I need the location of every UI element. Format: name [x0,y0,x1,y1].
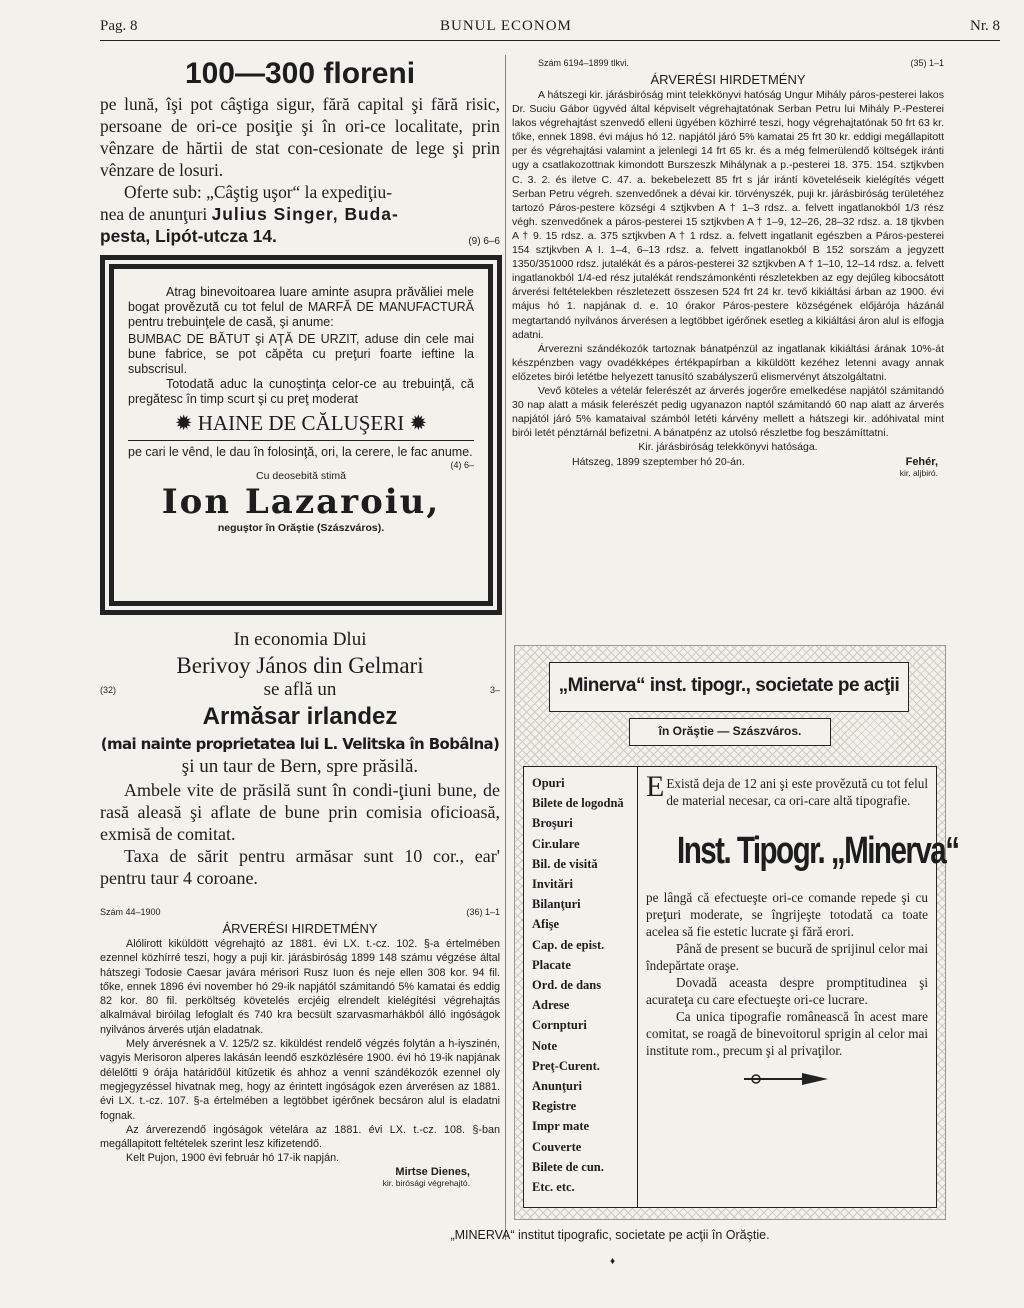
notice-left-title: ÁRVERÉSI HIRDETMÉNY [222,921,378,936]
lazaroiu-name: Ion Lazaroiu, [161,482,441,522]
notice-left-date: Kelt Pujon, 1900 évi február hó 17-ik napján. [126,1152,340,1165]
hand-pointer-ornament [646,1069,928,1094]
notice-right-signer: Kir. járásbiróság telekkönyvi hatósága. [638,441,818,454]
product-list [532,773,630,1197]
berivoy-body: Ambele vite de prăsilă sunt în condi-ţiuni bune, de rasă aleasă şi aflate de bune prin comisia oficioasă, exmisă de comitat. [100,780,500,844]
offer-text-1: Oferte sub: „Câştig uşor“ la expediţiu- [124,182,393,202]
notice-right-ref: (35) 1–1 [910,58,944,68]
minerva-head: „Minerva“ inst. tipogr., societate pe acţii [558,675,900,696]
drop-cap: E [646,770,665,803]
berivoy-tax: Taxa de sărit pentru armăsar sunt 10 cor., ear' pentru taur 4 coroane. [100,846,500,888]
product-list-item: Note [532,1038,557,1053]
berivoy-title: Armăsar irlandez [202,703,398,730]
ad-berivoy [100,628,500,889]
minerva-body-box [523,766,959,1208]
notice-right-name-role: kir. aljbiró. [899,467,938,478]
minerva-p1 [646,770,928,809]
product-list-item: Couverte [532,1139,582,1154]
notice-left-signer-role: kir. birósági végrehajtó. [382,1177,470,1188]
ad-body: pe lună, îşi pot câştiga sigur, fără capital şi fără risic, persoane de ori-ce posiţie şi în ori-ce localitate, prin vênzare de hărtii de stat con-cesionate de lege şi prin vênzare de losuri. [100,94,500,180]
product-list-item: Ord. de dans [532,978,602,993]
notice-right-p3: Vevő köteles a vételár felerészét az árverés jogerőre emelkedése napjától számitandó 30 nap alatt a másik felerészét pedig ugyanazon naptól számitandó 60 nap alatt az árverés napjától járó 5% kamataival számból letéti kárvény mellett a hátszegi kir. adóhivatal mint birói letét pénztárnál befizetni. A bánatpénz az utolsó részletbe fog beszámíttatni. [512,384,944,440]
hand-ornament-icon [742,1069,832,1089]
lazaroiu-intro: Atrag binevoitoarea luare aminte asupra prăvăliei mele bogat provězută cu tot felul de MARFĂ DE MANUFACTURĂ pentru trebuinţele de casă, şi anume: [128,285,474,329]
lazaroiu-greeting: Cu deosebită stimă [256,470,346,482]
berivoy-sub: (mai nainte proprietatea lui L. Velitska în Bobâlna) [100,735,500,753]
ad-offer [100,181,500,247]
lazaroiu-role: neguştor în Orăştie (Szászváros). [217,522,385,534]
rosette-icon: ✹ [174,411,193,435]
notice-left-p1: Alólirott kiküldött végrehajtó az 1881. évi LX. t.-cz. 102. §-a értelmében ezennel közhírré teszi, hogy a puji kir. járásbiróság 1899 148 számu végzése által hátszegi Todosie Caesar javára mérisori Rusz Iuon és neje ellen 308 kor. 94 fil. tőke, ennek 1896 évi november hó 29-ik napjától számitandó 5% kamatai és eddig 82 kor. 80 fil. perköltség követelés ercjéig elrendelt kielégítési végrehajtás alkalmával biróilag lefoglalt és 740 kra becsült szarvasmarhákból álló ingóságok nyilvános árverés utján eladatnak. [100,938,500,1036]
notice-left-p3: Az árverezendő ingóságok vételára az 1881. évi LX. t.-cz. 108. §-ban megállapitott feltételek szerint lesz kifizetendő. [100,1123,500,1151]
lazaroiu-tail: pe cari le vênd, le dau în folosinţă, ori, la cerere, le fac anume. [128,445,473,459]
product-list-item: Cir.ulare [532,836,580,851]
ad-floreni [100,55,500,253]
berivoy-line3-row [100,679,500,701]
ad-minerva [514,645,959,1220]
berivoy-line4: şi un taur de Bern, spre prăsilă. [181,756,419,777]
list-divider [637,767,638,1207]
product-list-item: Bil. de visită [532,856,598,871]
product-list-item: Adrese [532,998,570,1013]
minerva-sub-box [629,718,831,746]
minerva-logo-text: Inst. Tipogr. „Minerva“ [677,830,959,872]
lazaroiu-also: Totodată aduc la cunoştinţa celor-ce au trebuinţă, că pregătesc în timp scurt şi cu preţ moderat [128,377,474,406]
minerva-p3: Până de present se bucură de sprijinul celor mai îndepărtate oraşe. [646,941,928,973]
newspaper-title: BUNUL ECONOM [440,18,572,34]
notice-left-head [100,907,500,921]
minerva-header-box [549,662,909,712]
notice-left-p2: Mely árverésnek a V. 125/2 sz. kiküldést rendelő végzés folytán a h-iyszinén, vagyis Merisoron alperes lakásán leendő eszközlésére 1900. évi hó 19-ik napjának délelőtti 9 órája határidőül kitűzetik és ahhoz a venni szándékozók ezennel oly megjegyzéssel hivatnak meg, hogy az érintett ingóságok ezen árverésen az 1881. évi LX. t.-cz. 107. §-a értelmében a legtöbbet igérőnek becsáron alul is eladatni fognak. [100,1038,500,1122]
minerva-text [646,770,959,1094]
product-list-item: Etc. etc. [532,1180,575,1195]
berivoy-line3: se află un [263,679,337,700]
product-list-item: Opuri [532,776,565,790]
minerva-logo [646,819,959,883]
banner-text: HAINE DE CĂLUŞERI [197,411,405,435]
notice-right-name: Fehér, [905,455,938,468]
notice-right-number: Szám 6194–1899 tlkvi. [538,58,630,68]
minerva-p5: Ca unica tipografie românească în acest mare comitat, se roagă de binevoitorul sprigin al celor mai institute rom., precum şi al privaţilor. [646,1009,928,1058]
product-list-item: Anunţuri [532,1079,583,1094]
lazaroiu-ref: (4) 6– [450,460,474,470]
column-divider [505,55,506,1240]
product-list-item: Bilanţuri [532,897,581,912]
minerva-p1-text: Există deja de 12 ani şi este provězută cu tot felul de material necesar, ca ori-care altă tipografie. [666,776,928,808]
notice-right-head [512,58,944,72]
page-header [100,16,1000,41]
lazaroiu-banner [128,411,474,436]
notice-left [100,907,500,1188]
product-list-item: Preţ-Curent. [532,1058,600,1073]
lazaroiu-goods: BUMBAC DE BĂTUT şi AŢĂ DE URZIT, aduse din cele mai bune fabrice, se pot căpěta cu preţuri foarte ieftine la subscrisul. [128,332,474,376]
notice-right-date: Hátszeg, 1899 szeptember hó 20-án. [572,456,745,469]
offer-ref: (9) 6–6 [468,236,500,247]
product-list-item: Registre [532,1099,577,1114]
product-list-item: Bilete de cun. [532,1159,604,1174]
offer-text-2: nea de anunţuri [100,204,208,224]
notice-right-title: ÁRVERÉSI HIRDETMÉNY [650,72,806,87]
product-list-item: Invitări [532,877,573,892]
berivoy-ref-right: 3– [489,685,500,695]
berivoy-line1: In economia Dlui [233,629,367,650]
offer-name-2: pesta, Lipót-utcza 14. [100,226,277,246]
minerva-p2: pe lângă că efectueşte ori-ce comande repede şi cu preţuri moderate, se îngrijeşte totodată ca toate acelea să fie estetic lucrate şi fără erori. [646,890,928,939]
berivoy-ref-left: (32) [100,685,117,695]
product-list-item: Bilete de logodnă [532,796,624,811]
page-footer [300,1228,920,1242]
berivoy-line2: Berivoy János din Gelmari [176,653,424,678]
minerva-product-list [532,773,630,1197]
minerva-sub: în Orăştie — Szászváros. [658,724,802,738]
product-list-item: Impr mate [532,1119,590,1134]
footer-text: „MINERVA“ institut tipografic, societate pe acţii în Orăştie. [450,1228,770,1242]
issue-number: Nr. 8 [970,18,1000,34]
divider [128,440,474,441]
notice-right [512,58,944,478]
notice-right-body: A hátszegi kir. járásbiróság mint telekkönyvi hatóság Ungur Mihály páros-pesterei lakos Dr. Suciu Gábor ügyvéd által képviselt végrehajtatónak Serban Petru lui Mihály P.-Pesterei lakos végrehajtást szenvedő elleni ügyében közhirré teszi, hogy végrehajtatónak 50 frt 63 kr. tőke, ennek 1898. évi május hó 12. napjától járó 5% kamatai 25 frt 30 kr. eddigi megállapitott per és végrehajtási valamint a jelenlegi 14 frt 65 kr. és a még felmerülendő költségek iránti ugy a csatlakozottnak kimondott Burszeszk Mihálynak a p.-pesterei 18. 375. 154. sztjkvben C. 3. 2. és iletve C. 47. a. bekebelezett 85 frt s jár irántí követeléseik kielégítés végett Serban Petru végreh. szenvedőnek a dévai kir. törvényszék, puji kr. járásbiróság területéhez tartozó Páros-pestere községi 4 sztjkvben A † 1–3 rdsz. a. felvett ingatlanokból 1/3 rész végh. szenvedőnek a páros-pesterei 15 sztjkvben A † 1–9, 12–26, 28–32 rdsz. a. 18 tjkvben A † 9. 15 rdsz. a. 375 sztjkvben A † 1 rdsz. a. felvett ingatlanit egészben a Páros-pesterei 154 sztjkvben A I. 1–4, 6–13 rdsz. a. felvett ingatlanokból B 152 sorszám a jegyzett 1350/351000 rdsz. jutalékát és a páros-pesterei 32 sztjkvben A † 1–10, 12–14 rdsz. a. felvett ingatlanokból 1/4-ed rész jutalékát rendszámonkénti részletekben az egy dejűleg kibocsátott árverési feltételekben részletezett összesen 524 frt 24 kr. tevő kikiáltási árban az 1900. évi május hó 1. napjának d. e. 10 órakor Páros-pestere községének előjárója házánál megtartandó nyilvános árverésen a legtöbbet igérőnek esetleg a kikiáltási áron alul is elfogja adatni. [512,89,944,341]
ad-headline: 100—300 floreni [184,57,416,90]
ad-lazaroiu [100,255,502,615]
product-list-item: Cap. de epist. [532,937,605,952]
offer-name-1: Julius Singer, Buda- [211,204,399,224]
product-list-item: Placate [532,957,571,972]
page-number: Pag. 8 [100,18,138,34]
product-list-item: Broşuri [532,816,573,831]
minerva-p4: Dovadă aceasta despre promptitudinea şi acurateţa cu care efectueşte ori-ce lucrare. [646,975,928,1007]
product-list-item: Cornpturi [532,1018,587,1033]
notice-right-p2: Árverezni szándékozók tartoznak bánatpénzül az ingatlanak kikiáltási árának 10%-át készpénzben vagy ovadékképes értékpapírban a kiküldött kezéhez letenni avagy annak előzetes birói letétbe helyezett tanusító szabályszerű elismervényt átszolgáltatni. [512,342,944,383]
notice-left-number: Szám 44–1900 [100,907,161,917]
notice-left-ref: (36) 1–1 [466,907,500,917]
notice-left-signer: Mirtse Dienes, [395,1165,470,1178]
rosette-icon: ✹ [409,411,428,435]
footer-ornament-icon: ♦ [610,1256,616,1267]
product-list-item: Afişe [532,917,560,932]
